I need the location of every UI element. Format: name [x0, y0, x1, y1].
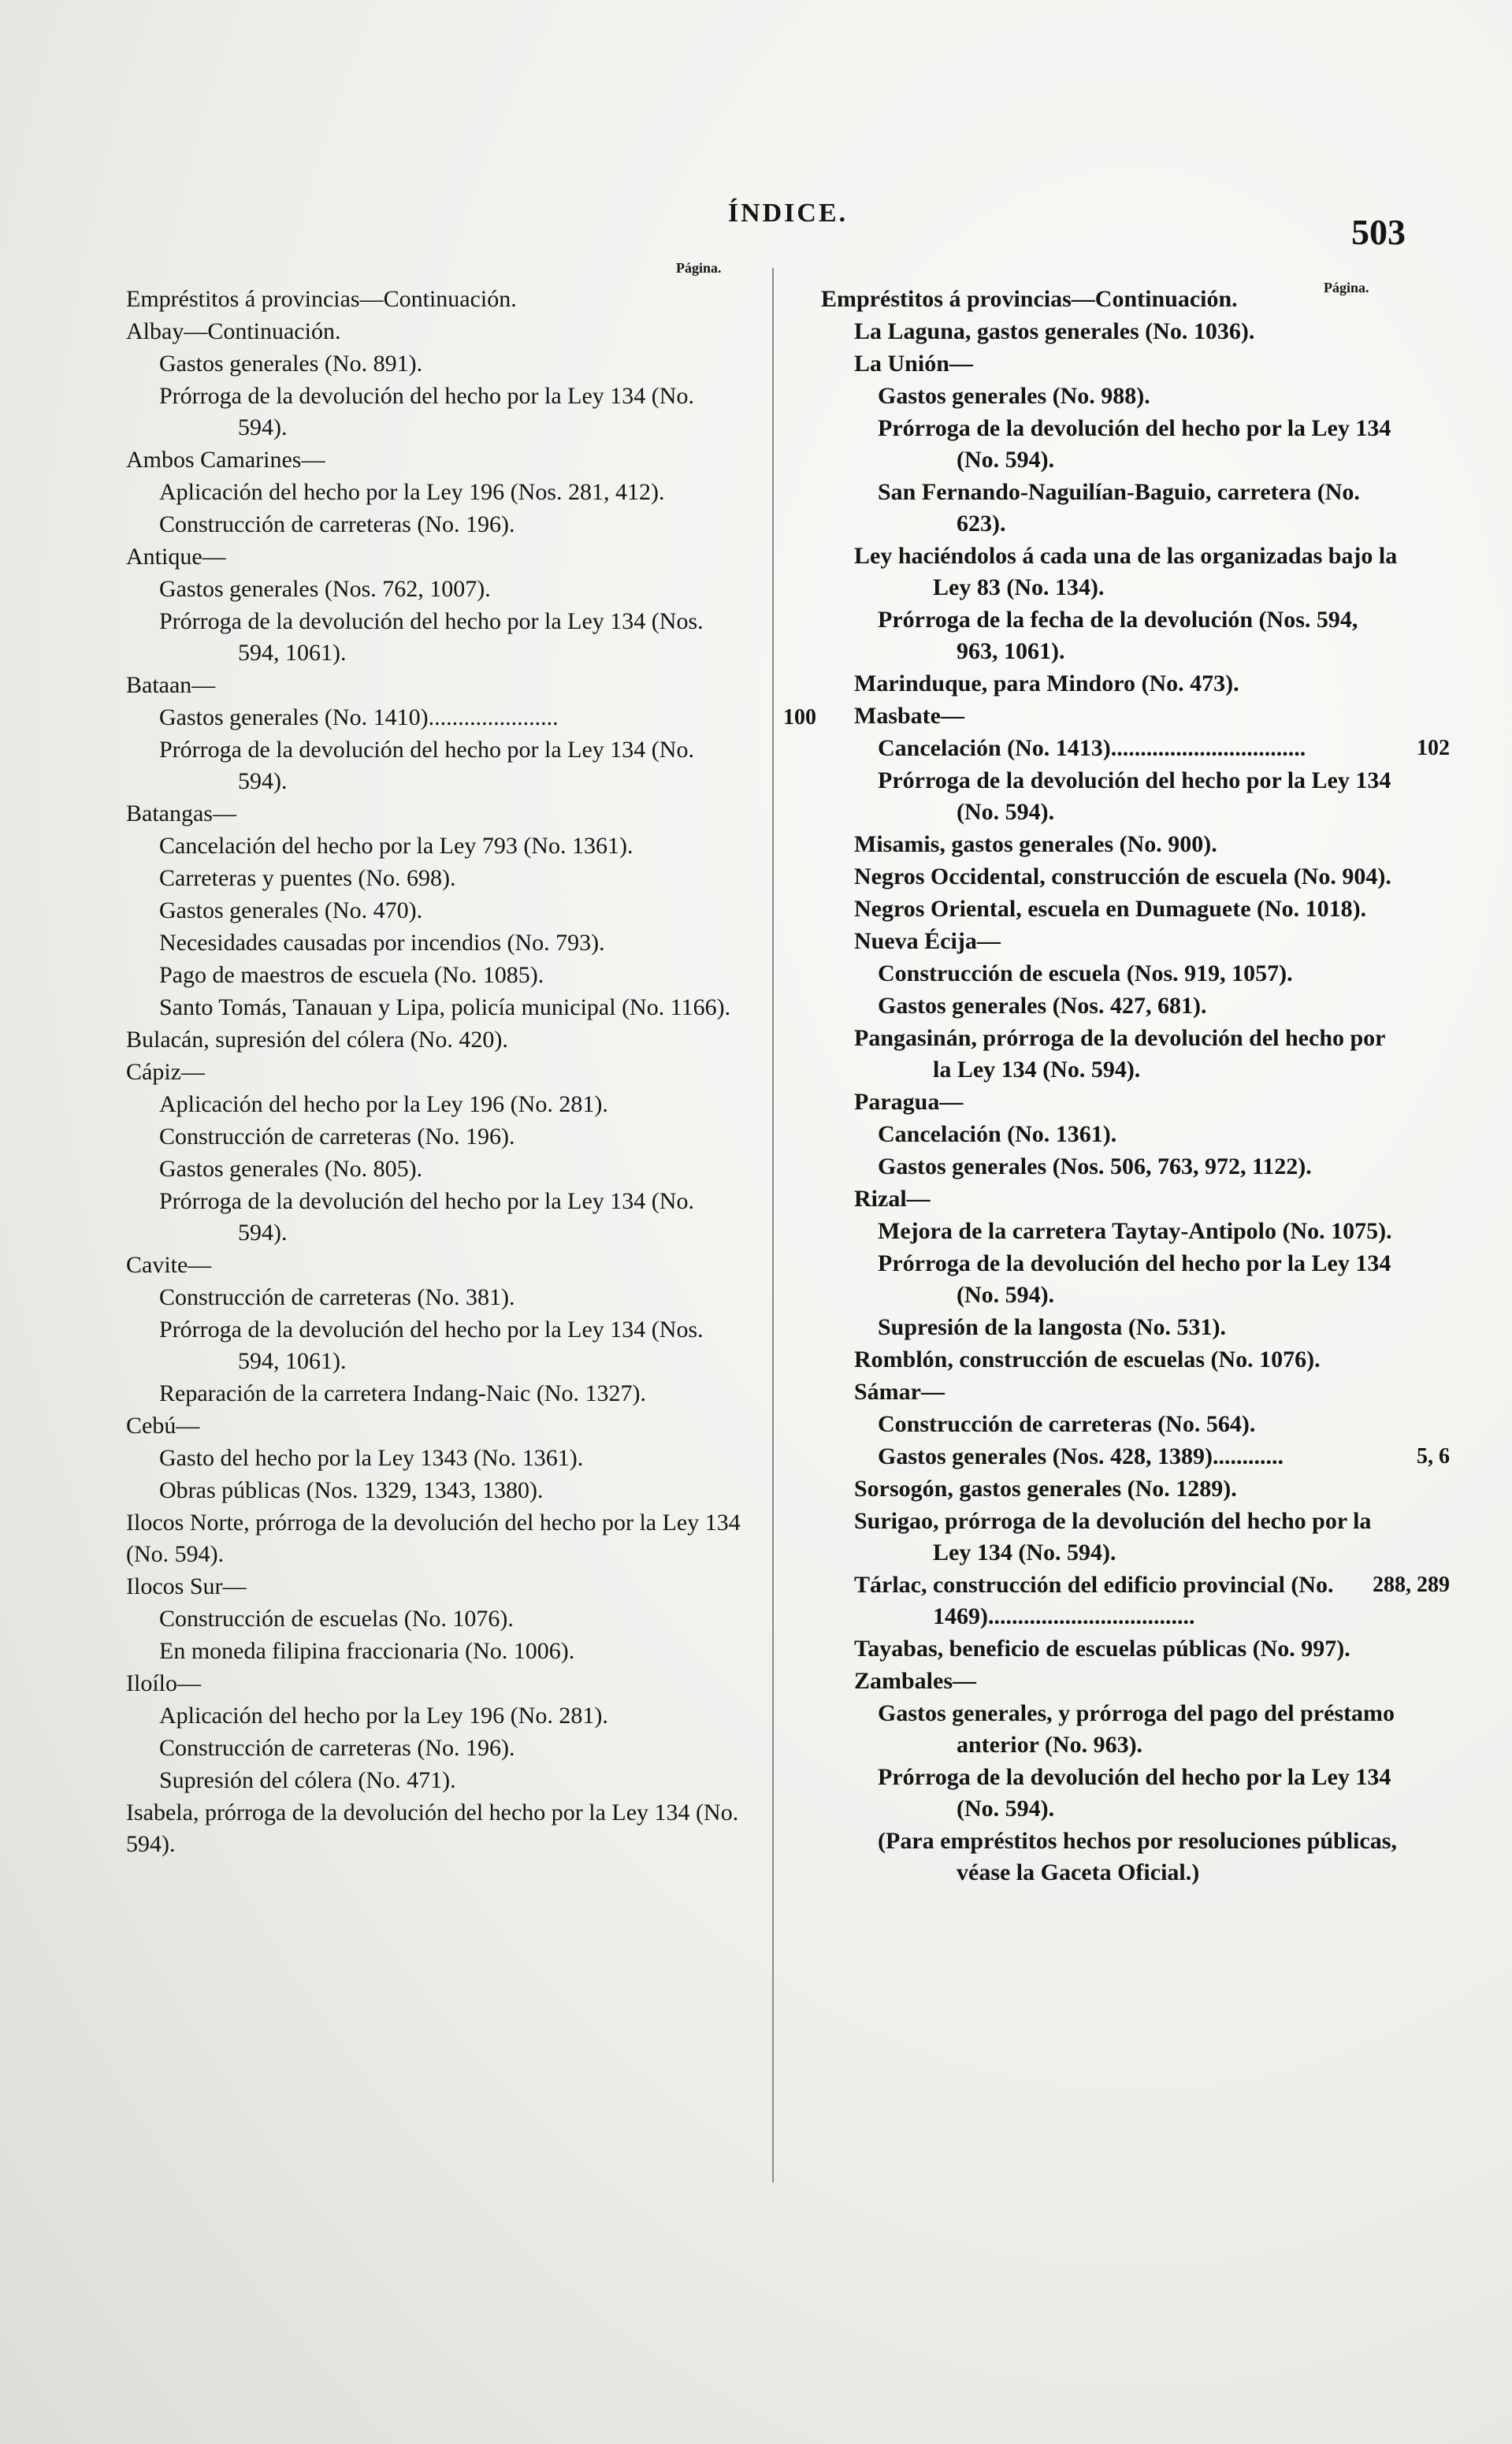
index-entry: [126, 1282, 749, 1313]
index-entry-text: Gastos generales (Nos. 762, 1007).: [159, 576, 491, 602]
index-entry-text: Tárlac, construcción del edificio provincial (No. 1469)...................................: [854, 1572, 1334, 1629]
index-entry: [821, 1698, 1404, 1761]
index-entry-text: Gastos generales (Nos. 427, 681).: [878, 993, 1207, 1019]
index-entry: [126, 927, 749, 959]
index-entry-text: Zambales—: [854, 1668, 977, 1694]
index-entry-text: Prórroga de la devolución del hecho por la Ley 134 (No. 594).: [159, 1188, 694, 1246]
index-entry: [126, 1121, 749, 1153]
index-entry: [821, 1023, 1404, 1086]
index-entry: [126, 1636, 749, 1667]
index-entry: [126, 992, 749, 1023]
index-entry-text: Construcción de escuelas (No. 1076).: [159, 1606, 514, 1632]
index-entry-text: Mejora de la carretera Taytay-Antipolo (No. 1075).: [878, 1218, 1392, 1244]
index-entry-text: Pago de maestros de escuela (No. 1085).: [159, 962, 544, 988]
index-entry-text: Prórroga de la devolución del hecho por la Ley 134 (No. 594).: [878, 415, 1391, 473]
index-entry-text: Gastos generales, y prórroga del pago del préstamo anterior (No. 963).: [878, 1700, 1395, 1758]
index-entry: [126, 1186, 749, 1249]
index-entry: [126, 574, 749, 605]
index-entry-page: 288, 289: [1373, 1573, 1450, 1597]
index-entry: [821, 1409, 1404, 1440]
index-entry-text: Construcción de carreteras (No. 196).: [159, 511, 515, 537]
index-entry-text: Prórroga de la devolución del hecho por la Ley 134 (No. 594).: [159, 383, 694, 440]
index-entry-text: Gastos generales (No. 891).: [159, 351, 423, 377]
index-entry: [126, 284, 749, 315]
index-entry-text: Albay—Continuación.: [126, 318, 341, 344]
index-entry: [821, 348, 1404, 380]
index-entry: [821, 1506, 1404, 1569]
index-entry: [821, 381, 1404, 412]
index-entry-text: Ambos Camarines—: [126, 447, 325, 473]
index-entry: [126, 1057, 749, 1088]
index-entry-text: Cebú—: [126, 1413, 200, 1439]
index-entry: [821, 1666, 1404, 1697]
index-entry-text: Paragua—: [854, 1089, 964, 1115]
index-entry-text: Negros Occidental, construcción de escuela (No. 904).: [854, 864, 1391, 890]
index-entry: [126, 348, 749, 380]
index-entry: [821, 284, 1404, 315]
index-entry-text: Santo Tomás, Tanauan y Lipa, policía municipal (No. 1166).: [159, 994, 731, 1020]
right-index-column: [821, 284, 1450, 1889]
index-entry: [821, 765, 1404, 828]
index-entry: [821, 1119, 1404, 1150]
index-entry: [821, 1216, 1404, 1247]
index-entry: [821, 413, 1404, 476]
column-divider: [772, 268, 774, 2182]
index-entry: [126, 1733, 749, 1764]
index-entry: [126, 1443, 749, 1474]
index-entry: [821, 1633, 1404, 1665]
index-entry-text: Gastos generales (No. 805).: [159, 1156, 423, 1182]
index-entry-text: Prórroga de la devolución del hecho por la Ley 134 (No. 594).: [878, 1250, 1391, 1308]
index-entry-text: Cancelación (No. 1413).................................: [878, 735, 1306, 761]
index-entry: [126, 509, 749, 540]
index-entry-text: Rizal—: [854, 1186, 931, 1212]
index-entry-text: Construcción de carreteras (No. 564).: [878, 1411, 1256, 1437]
index-entry-page: 100: [783, 705, 816, 730]
index-entry-text: (Para empréstitos hechos por resoluciones públicas, véase la Gaceta Oficial.): [878, 1828, 1397, 1885]
index-entry-text: Bataan—: [126, 672, 216, 698]
index-entry: [821, 1312, 1404, 1343]
index-entry-text: Empréstitos á provincias—Continuación.: [821, 286, 1238, 312]
index-entry-text: Construcción de carreteras (No. 196).: [159, 1735, 515, 1761]
index-entry: [126, 1024, 749, 1056]
index-entry-text: San Fernando-Naguilían-Baguio, carretera (No. 623).: [878, 479, 1360, 537]
index-entry: [126, 960, 749, 991]
index-entry: [126, 1603, 749, 1635]
index-entry: [821, 829, 1404, 860]
index-entry-text: Gastos generales (No. 1410)......................: [159, 704, 559, 730]
index-entry-text: La Unión—: [854, 351, 973, 377]
index-entry: [821, 1762, 1404, 1825]
index-entry-text: Obras públicas (Nos. 1329, 1343, 1380).: [159, 1477, 544, 1503]
index-entry: [126, 670, 749, 701]
index-entry: [821, 958, 1404, 990]
index-entry: [126, 895, 749, 927]
index-entry-text: Cavite—: [126, 1252, 212, 1278]
index-entry-text: Aplicación del hecho por la Ley 196 (Nos. 281, 412).: [159, 479, 665, 505]
index-entry-text: Pangasinán, prórroga de la devolución del hecho por la Ley 134 (No. 594).: [854, 1025, 1385, 1083]
index-entry: [126, 1314, 749, 1377]
index-entry: [821, 1826, 1404, 1889]
index-entry-text: Marinduque, para Mindoro (No. 473).: [854, 670, 1239, 696]
index-entry: [126, 1153, 749, 1185]
index-entry: [821, 700, 1404, 732]
index-entry: [821, 1248, 1404, 1311]
index-entry: [126, 541, 749, 573]
index-entry: [821, 1473, 1404, 1505]
index-entry: [126, 1378, 749, 1410]
index-entry: [821, 1569, 1450, 1632]
index-entry-text: Antique—: [126, 544, 226, 570]
index-entry: [126, 1410, 749, 1442]
index-entry: [126, 734, 749, 797]
index-entry-text: Empréstitos á provincias—Continuación.: [126, 286, 517, 312]
index-entry: [126, 444, 749, 476]
index-entry: [821, 733, 1450, 764]
index-entry: [126, 1475, 749, 1506]
index-entry: [126, 1250, 749, 1281]
index-entry: [126, 1700, 749, 1732]
index-entry-text: Cancelación del hecho por la Ley 793 (No. 1361).: [159, 833, 633, 859]
index-entry-text: Prórroga de la devolución del hecho por la Ley 134 (No. 594).: [878, 1764, 1391, 1822]
index-entry: [126, 1089, 749, 1120]
index-entry: [126, 1668, 749, 1699]
index-entry-text: Batangas—: [126, 800, 236, 826]
index-entry-text: Cancelación (No. 1361).: [878, 1121, 1117, 1147]
index-entry: [821, 1151, 1404, 1183]
index-entry: [126, 477, 749, 508]
index-entry-text: En moneda filipina fraccionaria (No. 1006).: [159, 1638, 575, 1664]
left-page-column-label: Página.: [676, 260, 722, 276]
index-entry: [126, 316, 749, 347]
index-entry: [126, 1765, 749, 1796]
index-entry-page: 5, 6: [1417, 1444, 1450, 1469]
index-entry-text: Gasto del hecho por la Ley 1343 (No. 1361).: [159, 1445, 584, 1471]
index-entry-text: Prórroga de la devolución del hecho por la Ley 134 (Nos. 594, 1061).: [159, 1317, 704, 1374]
index-entry: [821, 861, 1404, 893]
index-entry: [821, 1376, 1404, 1408]
index-entry-text: Prórroga de la devolución del hecho por la Ley 134 (No. 594).: [159, 737, 694, 794]
index-entry-page: 102: [1417, 736, 1450, 760]
index-entry-text: Iloílo—: [126, 1670, 201, 1696]
index-entry: [126, 863, 749, 894]
index-entry: [821, 990, 1404, 1022]
index-entry-text: Gastos generales (No. 470).: [159, 897, 423, 923]
index-entry-text: Cápiz—: [126, 1059, 205, 1085]
index-entry-text: Sorsogón, gastos generales (No. 1289).: [854, 1476, 1237, 1502]
index-entry-text: Surigao, prórroga de la devolución del hecho por la Ley 134 (No. 594).: [854, 1508, 1372, 1566]
index-entry: [126, 798, 749, 830]
index-entry: [126, 702, 816, 734]
index-entry-text: Carreteras y puentes (No. 698).: [159, 865, 456, 891]
index-entry: [821, 1441, 1450, 1473]
index-entry-text: Ilocos Norte, prórroga de la devolución del hecho por la Ley 134 (No. 594).: [126, 1510, 741, 1567]
index-entry-text: Supresión del cólera (No. 471).: [159, 1767, 456, 1793]
index-entry: [821, 926, 1404, 957]
index-entry-text: Bulacán, supresión del cólera (No. 420).: [126, 1027, 508, 1053]
index-entry-text: Tayabas, beneficio de escuelas públicas (No. 997).: [854, 1636, 1350, 1662]
index-entry: [821, 477, 1404, 540]
index-entry-text: Misamis, gastos generales (No. 900).: [854, 831, 1217, 857]
index-entry: [126, 381, 749, 444]
index-entry-text: Nueva Écija—: [854, 928, 1001, 954]
index-entry: [126, 1797, 749, 1860]
index-entry-text: Negros Oriental, escuela en Dumaguete (No. 1018).: [854, 896, 1367, 922]
index-entry-text: Construcción de carreteras (No. 196).: [159, 1124, 515, 1150]
index-entry-text: Necesidades causadas por incendios (No. 793).: [159, 930, 605, 956]
left-index-column: [126, 284, 816, 1861]
page-number: 503: [1351, 212, 1406, 252]
index-entry: [126, 830, 749, 862]
index-entry-text: Gastos generales (No. 988).: [878, 383, 1150, 409]
index-entry-text: Prórroga de la devolución del hecho por la Ley 134 (Nos. 594, 1061).: [159, 608, 704, 666]
index-entry-text: Isabela, prórroga de la devolución del hecho por la Ley 134 (No. 594).: [126, 1800, 739, 1857]
index-entry-text: Prórroga de la devolución del hecho por la Ley 134 (No. 594).: [878, 767, 1391, 825]
index-entry-text: Ley haciéndolos á cada una de las organizadas bajo la Ley 83 (No. 134).: [854, 543, 1398, 600]
index-entry: [821, 1344, 1404, 1376]
index-entry: [821, 604, 1404, 667]
index-entry: [821, 668, 1404, 700]
index-entry-text: La Laguna, gastos generales (No. 1036).: [854, 318, 1255, 344]
index-entry-text: Ilocos Sur—: [126, 1573, 247, 1599]
index-entry: [126, 606, 749, 669]
index-entry: [821, 316, 1404, 347]
index-entry-text: Gastos generales (Nos. 428, 1389)............: [878, 1443, 1284, 1469]
index-entry: [126, 1507, 749, 1570]
index-entry: [126, 1571, 749, 1603]
index-entry-text: Construcción de carreteras (No. 381).: [159, 1284, 515, 1310]
index-entry-text: Aplicación del hecho por la Ley 196 (No. 281).: [159, 1703, 608, 1729]
index-entry: [821, 893, 1404, 925]
index-entry-text: Gastos generales (Nos. 506, 763, 972, 1122).: [878, 1153, 1312, 1179]
index-entry-text: Sámar—: [854, 1379, 945, 1405]
index-entry-text: Romblón, construcción de escuelas (No. 1076).: [854, 1346, 1321, 1372]
index-entry: [821, 1086, 1404, 1118]
index-entry: [821, 540, 1404, 604]
index-entry-text: Masbate—: [854, 703, 964, 729]
index-entry-text: Supresión de la langosta (No. 531).: [878, 1314, 1227, 1340]
index-entry-text: Construcción de escuela (Nos. 919, 1057).: [878, 960, 1293, 986]
index-entry: [821, 1183, 1404, 1215]
index-entry-text: Prórroga de la fecha de la devolución (Nos. 594, 963, 1061).: [878, 607, 1358, 664]
index-entry-text: Reparación de la carretera Indang-Naic (No. 1327).: [159, 1380, 647, 1406]
page-title: ÍNDICE.: [727, 199, 849, 228]
index-entry-text: Aplicación del hecho por la Ley 196 (No. 281).: [159, 1091, 608, 1117]
right-page-column-label: Página.: [1324, 280, 1369, 295]
